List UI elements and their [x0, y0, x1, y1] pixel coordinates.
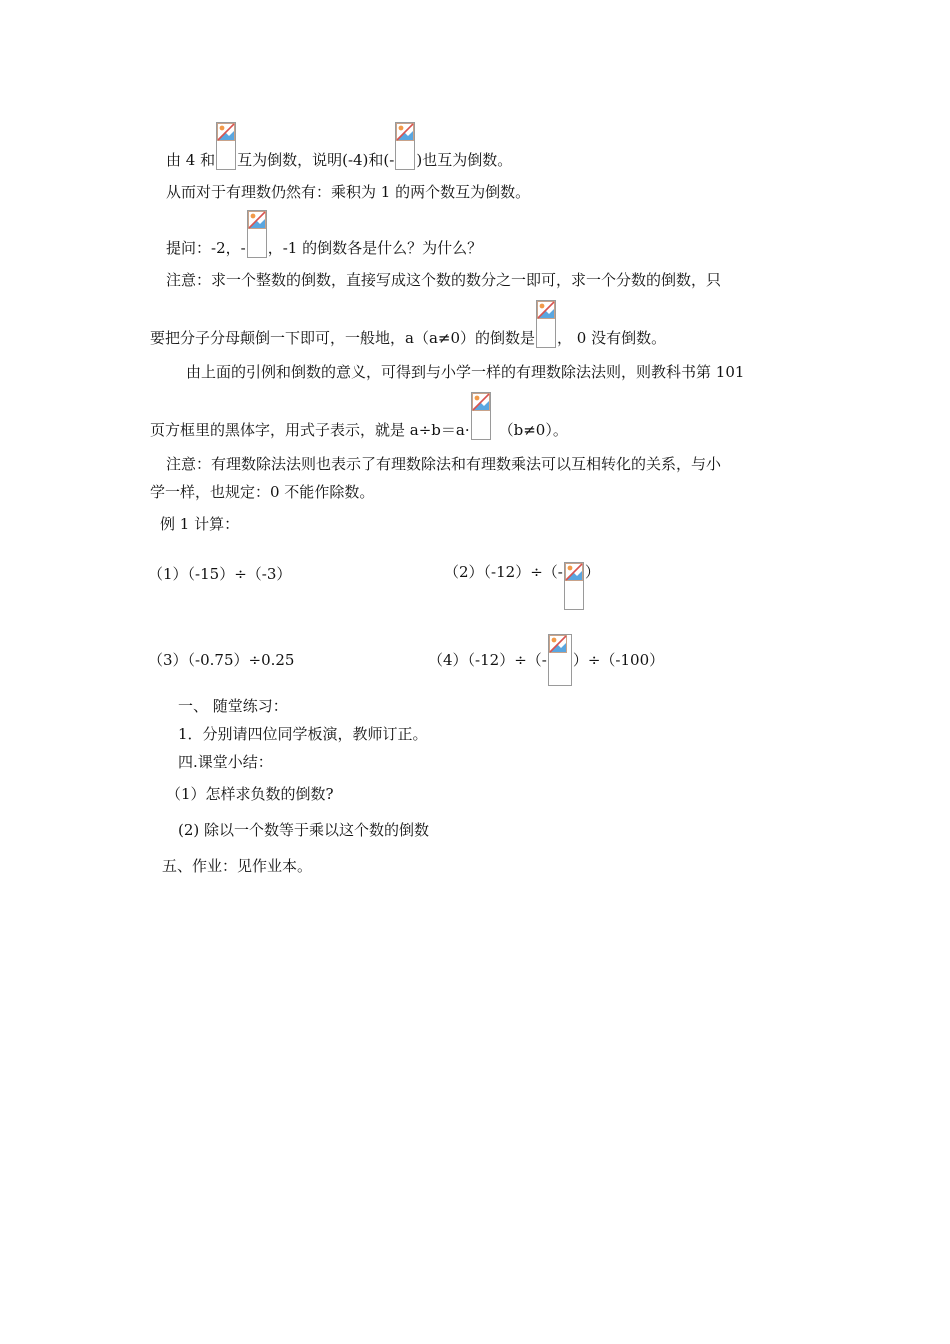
practice-item-1: [178, 724, 428, 744]
text-segment: 互为倒数，说明(-4)和(-: [237, 151, 395, 169]
broken-image-icon: [471, 392, 491, 440]
line-division-rule-2: [150, 392, 568, 440]
broken-image-icon: [395, 122, 415, 170]
text-segment: 提问：-2，-: [166, 239, 246, 257]
line-question: [166, 210, 482, 258]
exercise-2: [444, 562, 600, 610]
text-segment: ， 0 没有倒数。: [557, 329, 667, 347]
text-segment: 从而对于有理数仍然有：乘积为 1 的两个数互为倒数。: [166, 183, 531, 201]
text-segment: ）÷（-100）: [572, 651, 665, 669]
text-segment: 要把分子分母颠倒一下即可，一般地，a（a≠0）的倒数是: [150, 329, 536, 347]
text-segment: (2) 除以一个数等于乘以这个数的倒数: [178, 821, 430, 839]
line-division-rule-1: [186, 362, 744, 382]
exercise-3: [148, 650, 294, 670]
line-note-2: [150, 300, 666, 348]
broken-image-icon: [548, 634, 572, 686]
broken-image-icon: [564, 562, 584, 610]
line-note-3: [166, 454, 721, 474]
text-segment: （b≠0）。: [498, 421, 568, 439]
broken-image-icon: [216, 122, 236, 170]
text-segment: 1．分别请四位同学板演，教师订正。: [178, 725, 428, 743]
line-example-heading: [160, 514, 239, 534]
section-summary: [178, 752, 273, 772]
line-note-1: [166, 270, 721, 290]
text-segment: （3）（-0.75）÷0.25: [148, 651, 295, 669]
section-homework: [162, 856, 312, 876]
text-segment: 注意：求一个整数的倒数，直接写成这个数的数分之一即可，求一个分数的倒数，只: [166, 271, 722, 289]
line-reciprocal-example: [166, 122, 512, 170]
text-segment: 由上面的引例和倒数的意义，可得到与小学一样的有理数除法法则，则教科书第 101: [186, 363, 745, 381]
text-segment: 一、 随堂练习：: [178, 697, 288, 715]
text-segment: 学一样，也规定：0 不能作除数。: [150, 483, 375, 501]
summary-item-1: [166, 784, 334, 804]
text-segment: （1）（-15）÷（-3）: [148, 565, 292, 583]
text-segment: 由 4 和: [166, 151, 216, 169]
text-segment: 页方框里的黑体字，用式子表示，就是 a÷b＝a·: [150, 421, 470, 439]
broken-image-icon: [247, 210, 267, 258]
broken-image-icon: [536, 300, 556, 348]
text-segment: ）: [584, 563, 600, 581]
text-segment: )也互为倒数。: [416, 151, 513, 169]
text-segment: 注意：有理数除法法则也表示了有理数除法和有理数乘法可以互相转化的关系，与小: [166, 455, 722, 473]
line-rule-statement: [166, 182, 530, 202]
text-segment: 五、作业：见作业本。: [162, 857, 313, 875]
text-segment: （1）怎样求负数的倒数?: [166, 785, 334, 803]
text-segment: 例 1 计算：: [160, 515, 240, 533]
summary-item-2: [178, 820, 429, 840]
line-note-4: [150, 482, 374, 502]
text-segment: （4）（-12）÷（-: [428, 651, 547, 669]
text-segment: （2）（-12）÷（-: [444, 563, 563, 581]
exercise-4: [428, 634, 664, 686]
section-practice: [178, 696, 288, 716]
text-segment: ，-1 的倒数各是什么？为什么？: [267, 239, 483, 257]
exercise-1: [148, 564, 291, 584]
text-segment: 四.课堂小结：: [178, 753, 273, 771]
